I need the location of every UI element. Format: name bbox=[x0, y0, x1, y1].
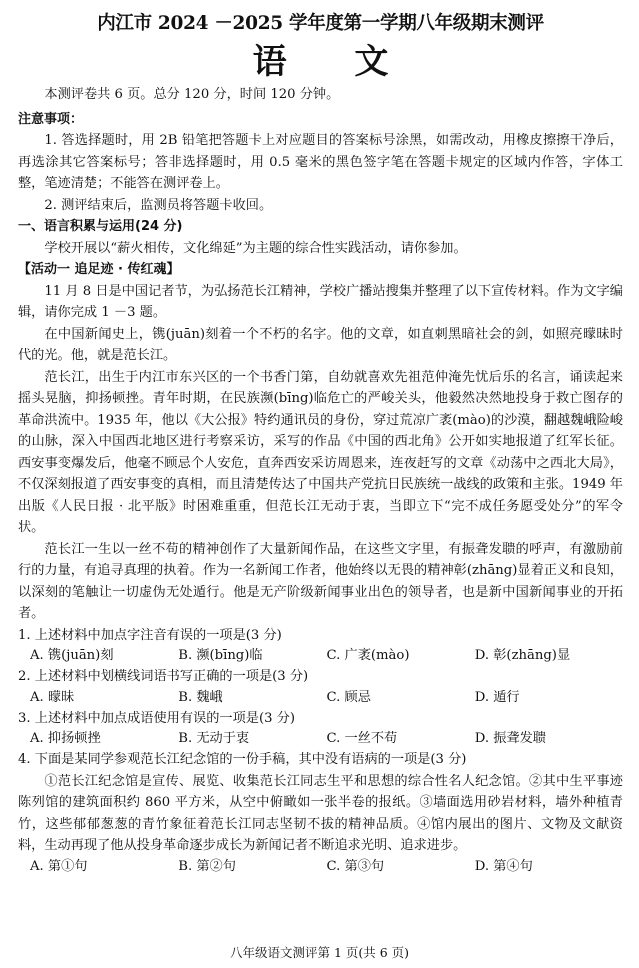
option-a: A. 抑扬顿挫 bbox=[30, 731, 101, 746]
option-b: B. 濒(bīng)临 bbox=[178, 648, 263, 663]
passage-paragraph-1: 在中国新闻史上，镌(juān)刻着一个不朽的名字。他的文章，如直刺黑暗社会的剑，如照亮曚昧时代的光。他，就是范长江。 bbox=[18, 326, 623, 363]
activity-intro: 11 月 8 日是中国记者节，为弘扬范长江精神，学校广播站搜集并整理了以下宣传材料。作为文字编辑，请你完成 1 －3 题。 bbox=[18, 283, 623, 320]
question-3-options bbox=[18, 729, 623, 749]
page-footer: 八年级语文测评第 1 页(共 6 页) bbox=[229, 945, 410, 960]
option-c: C. 顾忌 bbox=[326, 689, 371, 705]
exam-intro: 本测评卷共 6 页。总分 120 分，时间 120 分钟。 bbox=[44, 87, 340, 102]
exam-title: 内江市 2024 －2025 学年度第一学期八年级期末测评 bbox=[97, 13, 544, 34]
question-4-options bbox=[18, 857, 623, 877]
option-c: C. 广袤(mào) bbox=[326, 648, 410, 663]
passage-paragraph-3: 范长江一生以一丝不苟的精神创作了大量新闻作品，在这些文字里，有振聋发聩的呼声，有激励前行的力量，有追寻真理的执着。作为一名新闻工作者，他始终以无畏的精神彰(zhāng)显着正义和良知，以深刻的笔触让一切虚伪无处遁行。他是无产阶级新闻事业出色的领导者，也是新中国新闻事业的开拓者。 bbox=[18, 541, 623, 621]
question-1-stem: 1. 上述材料中加点字注音有误的一项是(3 分) bbox=[18, 627, 282, 643]
question-2-stem: 2. 上述材料中划横线词语书写正确的一项是(3 分) bbox=[18, 669, 309, 684]
option-b: B. 无动于衷 bbox=[178, 731, 250, 746]
option-d: D. 遁行 bbox=[474, 689, 520, 705]
passage-paragraph-2: 范长江，出生于内江市东兴区的一个书香门第，自幼就喜欢先祖范仲淹先忧后乐的名言，诵读起来摇头晃脑，抑扬顿挫。青年时期，在民族濒(bīng)临危亡的严峻关头，他毅然决然地投身于救亡图存的革命洪流中。1935 年，他以《大公报》特约通讯员的身份，穿过荒凉广袤(mào)的沙漠，翻越魏峨险峻的山脉，深入中国西北地区进行考察采访，采写的作品《中国的西北角》公开如实地报道了红军长征。西安事变爆发后，他毫不顾忌个人安危，直奔西安采访周恩来，连夜赶写的文章《动荡中之西北大局》，不仅深刻报道了西安事变的真相，而且清楚传达了中国共产党抗日民族统一战线的政策和主张。1949 年出版《人民日报 · 北平版》时困难重重，但范长江无动于衷，当即立下“完不成任务愿受处分”的军令状。 bbox=[18, 369, 623, 535]
question-2-options bbox=[18, 688, 623, 708]
section-heading: 一、语言积累与运用(24 分) bbox=[18, 219, 183, 234]
activity-title: 【活动一 追足迹 · 传红魂】 bbox=[18, 262, 180, 277]
subject-title: 语 文 bbox=[252, 42, 417, 82]
section-intro: 学校开展以“薪火相传，文化绵延”为主题的综合性实践活动，请你参加。 bbox=[44, 240, 467, 256]
option-a: A. 镌(juān)刻 bbox=[30, 648, 114, 663]
question-4-stem: 4. 下面是某同学参观范长江纪念馆的一份手稿，其中没有语病的一项是(3 分) bbox=[18, 752, 467, 767]
question-4-passage: ①范长江纪念馆是宣传、展览、收集范长江同志生平和思想的综合性名人纪念馆。②其中生平事迹陈列馆的建筑面积约 860 平方米，从空中俯瞰如一张半卷的报纸。③墙面选用砂岩材料，墙外种植青竹，这些郁郁葱葱的青竹象征着范长江同志坚韧不拔的精神品质。④馆内展出的图片、文物及文献资料，生动再现了他从投身革命逐步成长为新闻记者不断追求光明、追求进步。 bbox=[18, 773, 623, 853]
notice-item-1: 1. 答选择题时，用 2B 铅笔把答题卡上对应题目的答案标号涂黑，如需改动，用橡皮擦擦干净后，再选涂其它答案标号；答非选择题时，用 0.5 毫米的黑色签字笔在答题卡规定的区域内作答，字体工整，笔迹清楚；不能答在测评卷上。 bbox=[18, 133, 623, 191]
question-3-stem: 3. 上述材料中加点成语使用有误的一项是(3 分) bbox=[18, 710, 296, 726]
question-1-options bbox=[18, 646, 623, 666]
option-d: D. 彰(zhāng)显 bbox=[474, 648, 571, 663]
notice-item-2: 2. 测评结束后，监测员将答题卡收回。 bbox=[44, 197, 273, 213]
option-c: C. 一丝不苟 bbox=[326, 731, 398, 746]
option-b: B. 魏峨 bbox=[178, 689, 223, 705]
notice-heading: 注意事项： bbox=[18, 111, 84, 127]
option-c: C. 第③句 bbox=[326, 858, 385, 874]
option-a: A. 第①句 bbox=[30, 858, 88, 874]
option-d: D. 第④句 bbox=[474, 858, 533, 874]
option-b: B. 第②句 bbox=[178, 858, 236, 874]
option-d: D. 振聋发聩 bbox=[474, 731, 546, 746]
option-a: A. 曚昧 bbox=[30, 689, 75, 705]
